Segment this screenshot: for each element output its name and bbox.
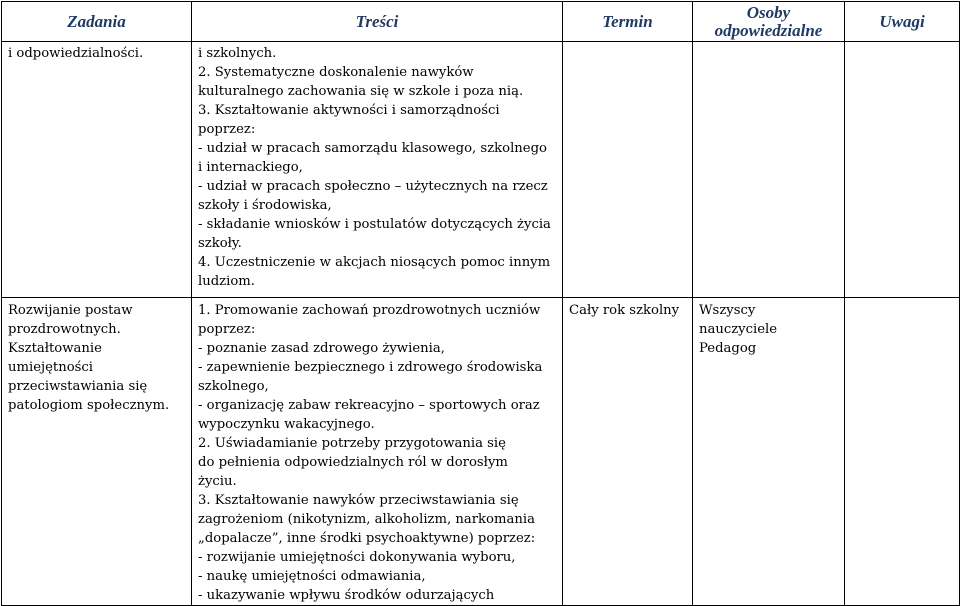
cell-zadania	[2, 42, 192, 298]
text-line: 3. Kształtowanie nawyków przeciwstawiania się	[198, 493, 519, 508]
plan-table	[1, 1, 960, 606]
header-zadania: Zadania	[2, 2, 192, 42]
text-line: - rozwijanie umiejętności dokonywania wyboru,	[198, 550, 516, 565]
text-line: patologiom społecznym.	[8, 398, 170, 413]
text-line: - poznanie zasad zdrowego żywienia,	[198, 341, 445, 356]
header-row	[2, 2, 960, 42]
text-line: - naukę umiejętności odmawiania,	[198, 569, 426, 584]
table-row	[2, 298, 960, 606]
text-line: 4. Uczestniczenie w akcjach niosących pomoc innym	[198, 255, 551, 270]
cell-text: i odpowiedzialności.	[8, 46, 144, 61]
text-line: Rozwijanie postaw	[8, 303, 133, 318]
cell-tresci	[192, 298, 563, 606]
text-line: - udział w pracach społeczno – użytecznych na rzecz	[198, 179, 548, 194]
text-line: szkoły.	[198, 236, 242, 251]
text-line: 3. Kształtowanie aktywności i samorządności	[198, 103, 500, 118]
cell-text: Cały rok szkolny	[569, 303, 680, 318]
header-osoby: Osoby odpowiedzialne	[693, 2, 845, 42]
cell-zadania	[2, 298, 192, 606]
text-line: prozdrowotnych.	[8, 322, 121, 337]
cell-uwagi	[845, 42, 960, 298]
text-line: i internackiego,	[198, 160, 303, 175]
text-line: życiu.	[198, 474, 237, 489]
text-line: nauczyciele	[699, 322, 778, 337]
text-line: Wszyscy	[699, 303, 756, 318]
cell-tresci	[192, 42, 563, 298]
text-line: i szkolnych.	[198, 46, 277, 61]
text-line: - ukazywanie wpływu środków odurzających	[198, 588, 495, 603]
text-line: - organizację zabaw rekreacyjno – sportowych oraz	[198, 398, 540, 413]
text-line: 2. Uświadamianie potrzeby przygotowania się	[198, 436, 506, 451]
text-line: do pełnienia odpowiedzialnych ról w dorosłym	[198, 455, 508, 470]
text-line: Pedagog	[699, 341, 757, 356]
text-line: szkoły i środowiska,	[198, 198, 332, 213]
cell-uwagi	[845, 298, 960, 606]
text-line: zagrożeniom (nikotynizm, alkoholizm, narkomania	[198, 512, 535, 527]
cell-termin	[563, 298, 693, 606]
text-line: poprzez:	[198, 122, 256, 137]
text-line: szkolnego,	[198, 379, 269, 394]
cell-osoby	[693, 298, 845, 606]
text-line: Kształtowanie	[8, 341, 102, 356]
text-line: - udział w pracach samorządu klasowego, szkolnego	[198, 141, 547, 156]
text-line: „dopalacze”, inne środki psychoaktywne) poprzez:	[198, 531, 536, 546]
text-line: 1. Promowanie zachowań prozdrowotnych uczniów	[198, 303, 541, 318]
text-line: - składanie wniosków i postulatów dotyczących życia	[198, 217, 551, 232]
text-line: przeciwstawiania się	[8, 379, 148, 394]
header-uwagi: Uwagi	[845, 2, 960, 42]
header-termin: Termin	[563, 2, 693, 42]
cell-termin	[563, 42, 693, 298]
table-row	[2, 42, 960, 298]
header-tresci: Treści	[192, 2, 563, 42]
cell-osoby	[693, 42, 845, 298]
text-line: - zapewnienie bezpiecznego i zdrowego środowiska	[198, 360, 543, 375]
text-line: 2. Systematyczne doskonalenie nawyków	[198, 65, 474, 80]
text-line: umiejętności	[8, 360, 94, 375]
text-line: ludziom.	[198, 274, 255, 289]
text-line: poprzez:	[198, 322, 256, 337]
text-line: kulturalnego zachowania się w szkole i poza nią.	[198, 84, 524, 99]
text-line: wypoczynku wakacyjnego.	[198, 417, 375, 432]
